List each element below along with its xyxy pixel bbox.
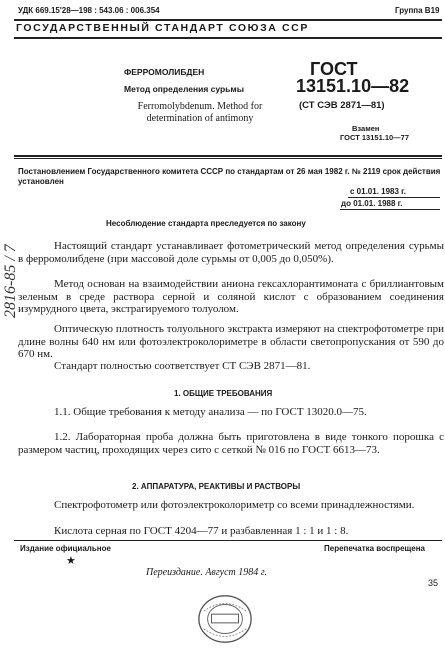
section-2-heading: 2. АППАРАТУРА, РЕАКТИВЫ И РАСТВОРЫ [132, 482, 301, 491]
intro-paragraph-1: Настоящий стандарт устанавливает фотометрический метод определения сурьмы в ферромолибдене (при массовой доле сурьмы от 0,005 до 0,050%). [18, 240, 444, 265]
star-icon: ★ [66, 555, 76, 567]
effective-from-underline [348, 197, 440, 198]
group-code: Группа В19 [395, 6, 440, 15]
udk-code: УДК 669.15'28—198 : 543.06 : 006.354 [18, 6, 160, 15]
library-stamp-icon [196, 590, 254, 648]
title-ru: ФЕРРОМОЛИБДЕН [124, 67, 205, 77]
standard-rule [14, 37, 442, 39]
intro-paragraph-3: Оптическую плотность толуольного экстракта измеряют на спектрофотометре при длине волны 640 нм или фотоэлектроколориметре в области светопропускания от 590 до 670 нм. [18, 323, 444, 360]
gost-label: ГОСТ [310, 59, 358, 79]
top-rule [14, 19, 442, 21]
footer-rule [14, 540, 442, 541]
law-warning: Несоблюдение стандарта преследуется по закону [106, 219, 306, 228]
section-2-paragraph-2: Кислота серная по ГОСТ 4204—77 и разбавленная 1 : 1 и 1 : 8. [54, 525, 349, 537]
decree-rule-top [14, 155, 442, 157]
intro-paragraph-4: Стандарт полностью соответствует СТ СЭВ 2871—81. [54, 360, 311, 372]
replaces-label: Взамен [352, 124, 380, 133]
section-1-paragraph-1: 1.1. Общие требования к методу анализа — по ГОСТ 13020.0—75. [54, 406, 367, 418]
effective-from: с 01.01. 1983 г. [350, 187, 406, 196]
section-1-paragraph-2: 1.2. Лабораторная проба должна быть приготовлена в виде тонкого порошка с размером частиц, проходящих через сито с сеткой № 016 по ГОСТ 6613—73. [18, 431, 444, 456]
sev-reference: (СТ СЭВ 2871—81) [299, 100, 385, 111]
effective-to-underline [340, 209, 440, 210]
reprint-prohibited: Перепечатка воспрещена [324, 544, 425, 553]
section-2-paragraph-1: Спектрофотометр или фотоэлектроколориметр со всеми принадлежностями. [54, 499, 415, 511]
title-ru-subtitle: Метод определения сурьмы [124, 84, 244, 94]
handwritten-annotation: 2816-85 / 7 [2, 244, 19, 318]
page-number: 35 [428, 578, 439, 588]
gost-number: 13151.10—82 [296, 76, 410, 96]
title-en: Ferromolybdenum. Method for determination of antimony [137, 101, 263, 124]
official-edition: Издание официальное [20, 544, 111, 553]
effective-to: до 01.01. 1988 г. [341, 199, 403, 208]
standard-heading: ГОСУДАРСТВЕННЫЙ СТАНДАРТ СОЮЗА ССР [16, 22, 309, 34]
replaces-standard: ГОСТ 13151.10—77 [340, 133, 410, 142]
section-1-heading: 1. ОБЩИЕ ТРЕБОВАНИЯ [174, 389, 273, 398]
decree-rule-thin [14, 158, 442, 159]
decree-text: Постановлением Государственного комитета СССР по стандартам от 26 мая 1982 г. № 2119 срок действия установлен [18, 167, 441, 186]
intro-paragraph-2: Метод основан на взаимодействии аниона гексахлорантимоната с бриллиантовым зеленым в среде раствора серной и соляной кислот с образованием соединения изумрудного цвета, экстрагируемого толуолом. [18, 278, 444, 315]
reprint-note: Переиздание. Август 1984 г. [146, 567, 268, 578]
